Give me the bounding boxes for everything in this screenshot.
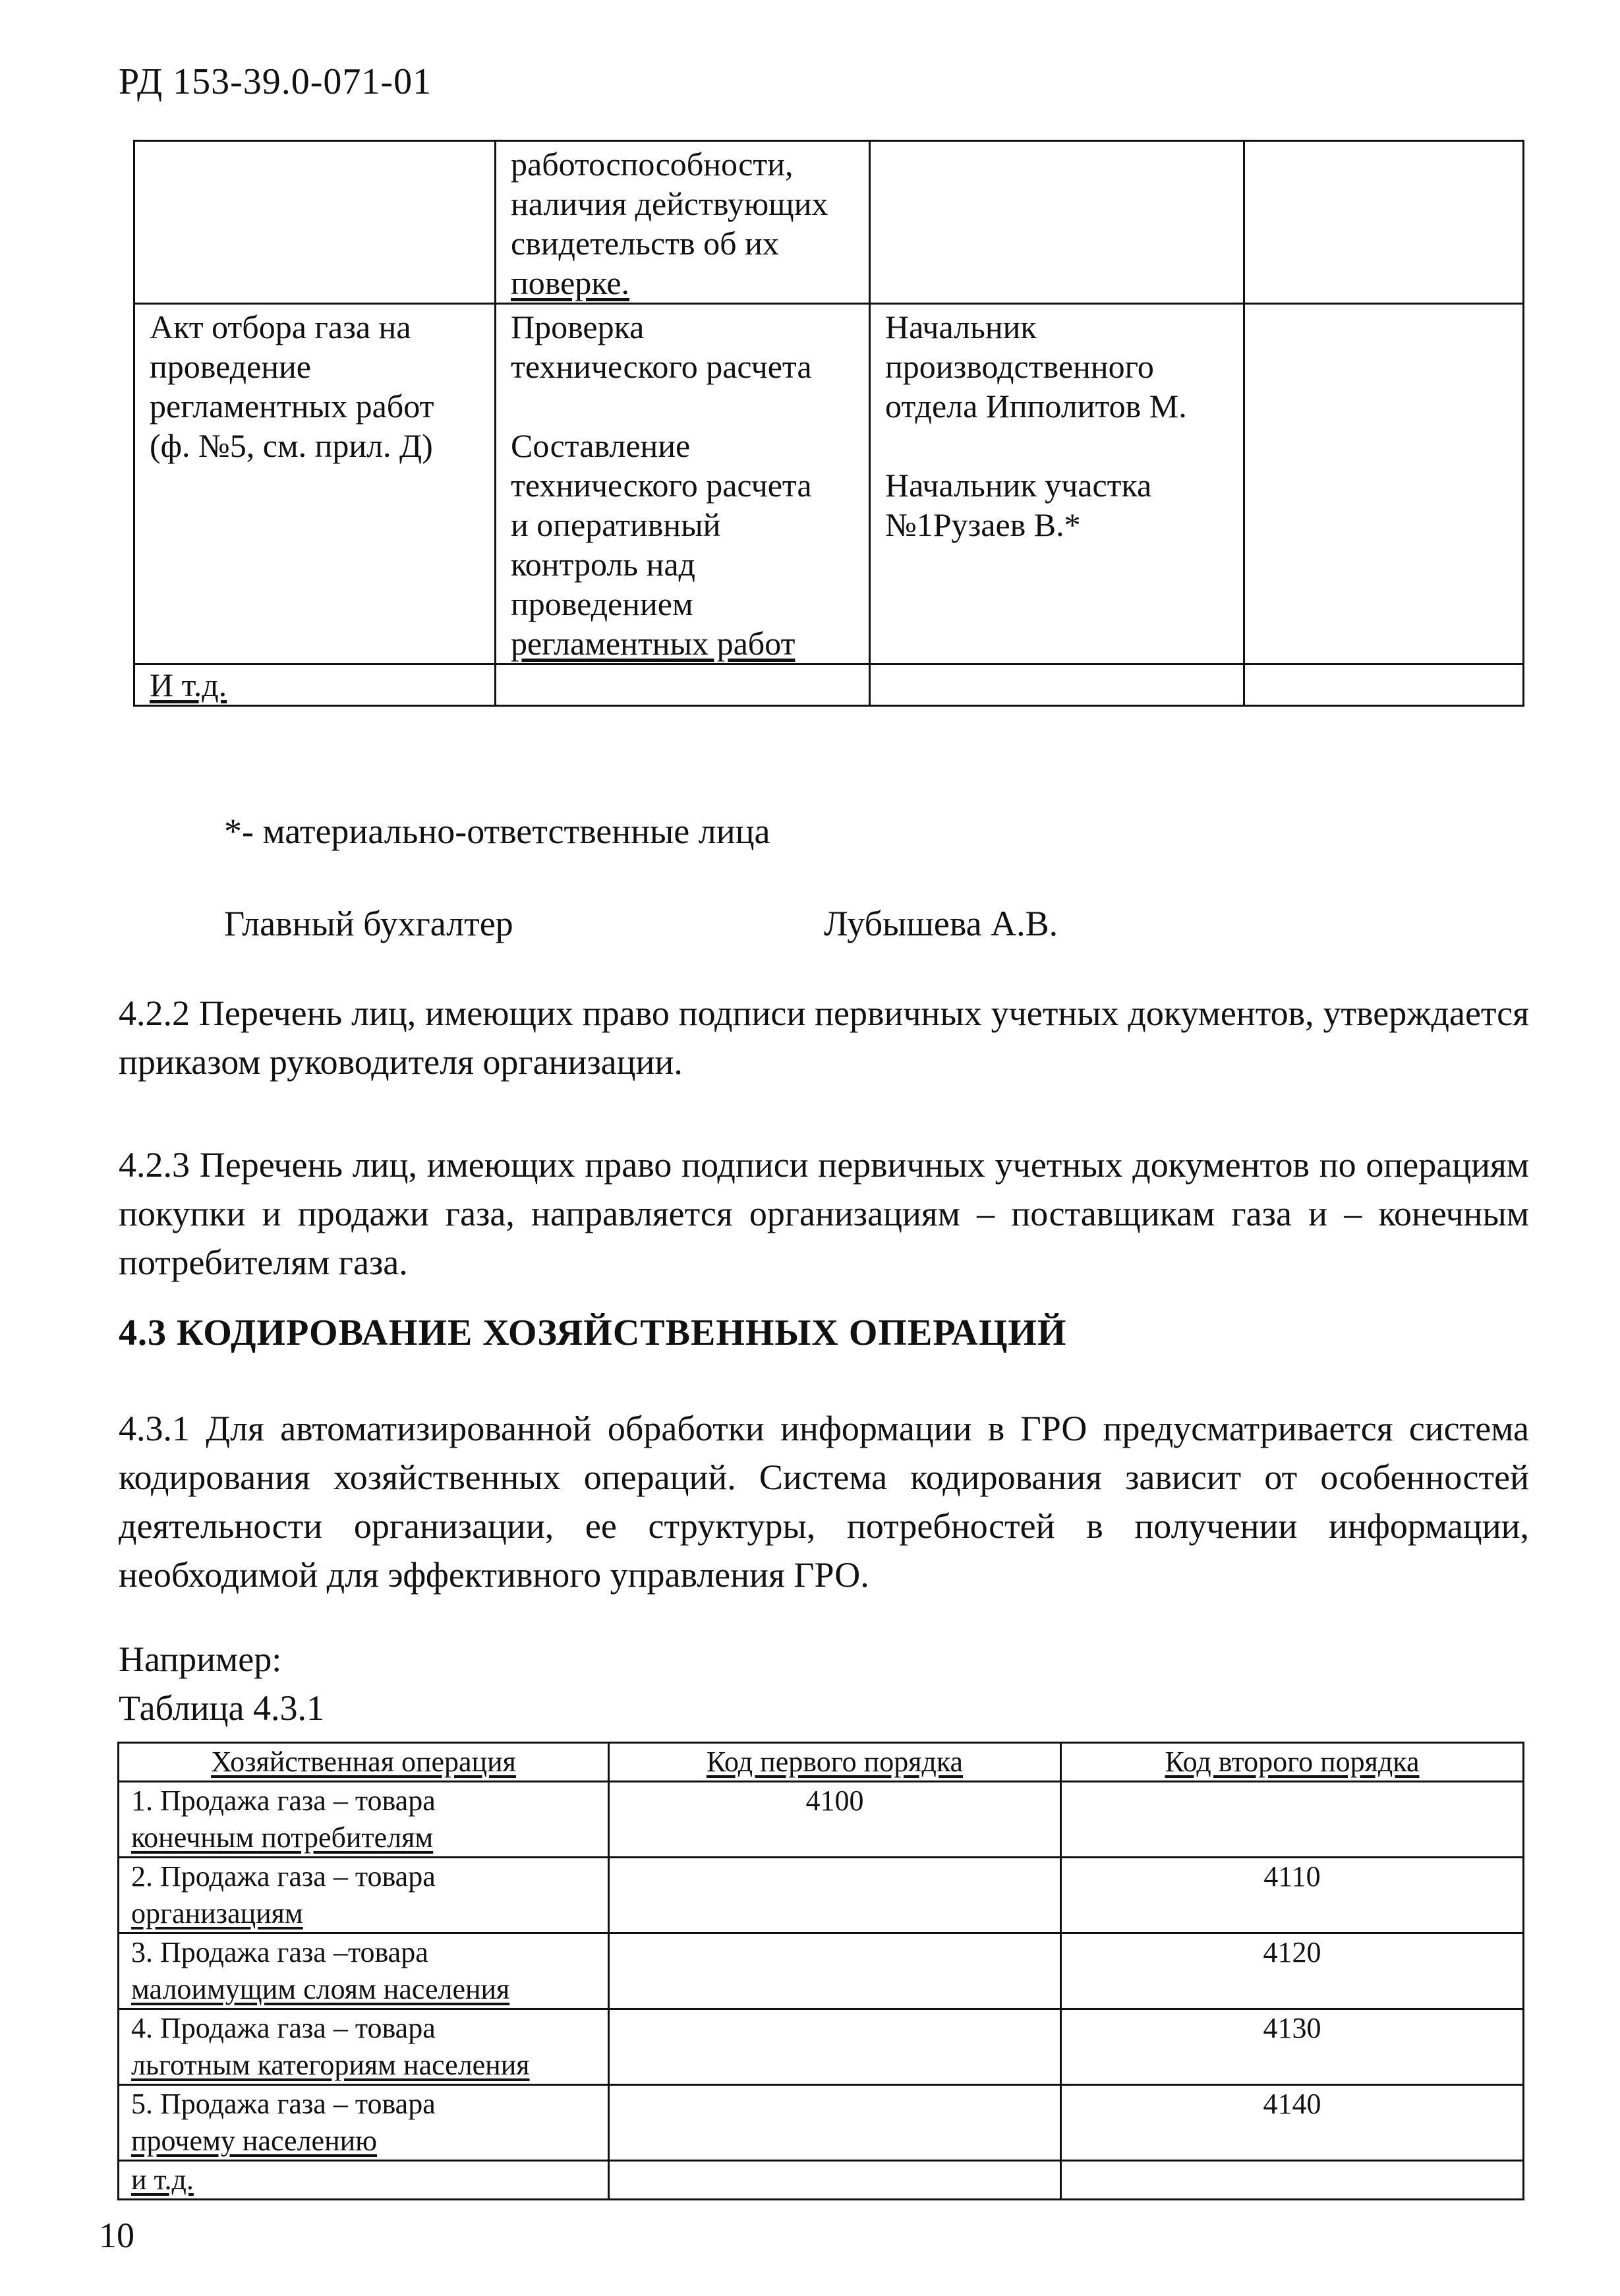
cell-text: №1Рузаев В.* [885,506,1081,543]
cell-text: регламентных работ [511,625,796,662]
spacer [885,426,1229,465]
table-row [119,2085,1524,2161]
operation-codes-table [117,1742,1524,2200]
operation-cell [119,1933,609,2009]
cell-text: контроль над [511,546,695,583]
page-number: 10 [99,2216,134,2255]
cell-text: 4. Продажа газа – товара [131,2012,436,2044]
operation-cell [119,2009,609,2085]
responsible-person-cell [870,664,1244,706]
cell-text: и оперативный [511,506,721,543]
table-row [134,304,1524,664]
signature-role: Главный бухгалтер [224,904,513,943]
first-order-code-cell [609,1933,1061,2009]
document-cell [134,664,496,706]
cell-text: льготным категориям населения [131,2049,530,2081]
table-row [119,2009,1524,2085]
example-label: Например: [119,1639,282,1679]
table-header-row [119,1743,1524,1782]
responsibility-table [133,140,1524,707]
extra-cell [1244,304,1524,664]
cell-text: Начальник [885,309,1037,345]
paragraph-4-2-3: 4.2.3 Перечень лиц, имеющих право подписи первичных учетных документов по операциям покупки и продажи газа, направляется организациям – поставщикам газа и – конечным потребителям газа. [119,1145,1529,1282]
cell-text: свидетельств об их [511,225,779,262]
cell-text: 3. Продажа газа –товара [131,1936,428,1968]
extra-cell [1244,141,1524,304]
cell-text: 1. Продажа газа – товара [131,1784,436,1817]
operation-cell [119,1782,609,1858]
document-code: РД 153-39.0-071-01 [119,61,432,102]
cell-text: организациям [131,1897,303,1929]
second-order-code-cell: 4130 [1061,2009,1524,2085]
cell-text: 2. Продажа газа – товара [131,1860,436,1893]
paragraph-4-3-1: 4.3.1 Для автоматизированной обработки информации в ГРО предусматривается система кодирования хозяйственных операций. Система кодирования зависит от особенностей деятельности организации, ее структуры, потребностей в получении информации, необходимой для эффективного управления ГРО. [119,1409,1529,1595]
operation-cell [119,2161,609,2200]
responsible-person-cell [870,141,1244,304]
table-row [134,664,1524,706]
column-header: Код второго порядка [1061,1743,1524,1782]
column-header: Хозяйственная операция [119,1743,609,1782]
operation-cell [119,1858,609,1933]
second-order-code-cell: 4110 [1061,1858,1524,1933]
operation-cell [119,2085,609,2161]
footnote: *- материально-ответственные лица [224,811,770,851]
spacer [511,386,854,426]
table-row [119,1858,1524,1933]
cell-text: проведение [150,348,311,385]
cell-text: Проверка [511,309,645,345]
table-row [134,141,1524,304]
cell-text: И т.д. [150,666,227,703]
second-order-code-cell [1061,2161,1524,2200]
section-heading: 4.3 КОДИРОВАНИЕ ХОЗЯЙСТВЕННЫХ ОПЕРАЦИЙ [119,1312,1067,1353]
cell-text: и т.д. [131,2164,194,2196]
cell-text: Акт отбора газа на [150,309,411,345]
table-row [119,1782,1524,1858]
cell-text: технического расчета [511,467,812,504]
action-cell [496,664,870,706]
cell-text: наличия действующих [511,185,828,222]
cell-text: прочему населению [131,2125,378,2157]
cell-text: поверке. [511,264,630,301]
responsible-person-cell [870,304,1244,664]
paragraph-4-2-2: 4.2.2 Перечень лиц, имеющих право подписи первичных учетных документов, утверждается приказом руководителя организации. [119,993,1529,1082]
action-cell [496,141,870,304]
cell-text: работоспособности, [511,146,794,183]
cell-text: проведением [511,585,693,622]
second-order-code-cell [1061,1782,1524,1858]
cell-text: конечным потребителям [131,1821,434,1854]
first-order-code-cell [609,2085,1061,2161]
signature-name: Лубышева А.В. [824,904,1058,943]
cell-text: производственного [885,348,1154,385]
example-block [119,1635,324,1732]
column-header: Код первого порядка [609,1743,1061,1782]
action-cell [496,304,870,664]
cell-text: Составление [511,427,691,464]
cell-text: технического расчета [511,348,812,385]
second-order-code-cell: 4140 [1061,2085,1524,2161]
cell-text: 5. Продажа газа – товара [131,2088,436,2120]
table-caption: Таблица 4.3.1 [119,1688,324,1728]
first-order-code-cell [609,1858,1061,1933]
table-row [119,1933,1524,2009]
first-order-code-cell: 4100 [609,1782,1061,1858]
cell-text: малоимущим слоям населения [131,1973,510,2005]
extra-cell [1244,664,1524,706]
document-cell [134,141,496,304]
document-cell [134,304,496,664]
first-order-code-cell [609,2009,1061,2085]
cell-text: (ф. №5, см. прил. Д) [150,427,433,464]
second-order-code-cell: 4120 [1061,1933,1524,2009]
cell-text: отдела Ипполитов М. [885,388,1187,425]
table-row [119,2161,1524,2200]
cell-text: регламентных работ [150,388,434,425]
first-order-code-cell [609,2161,1061,2200]
cell-text: Начальник участка [885,467,1152,504]
